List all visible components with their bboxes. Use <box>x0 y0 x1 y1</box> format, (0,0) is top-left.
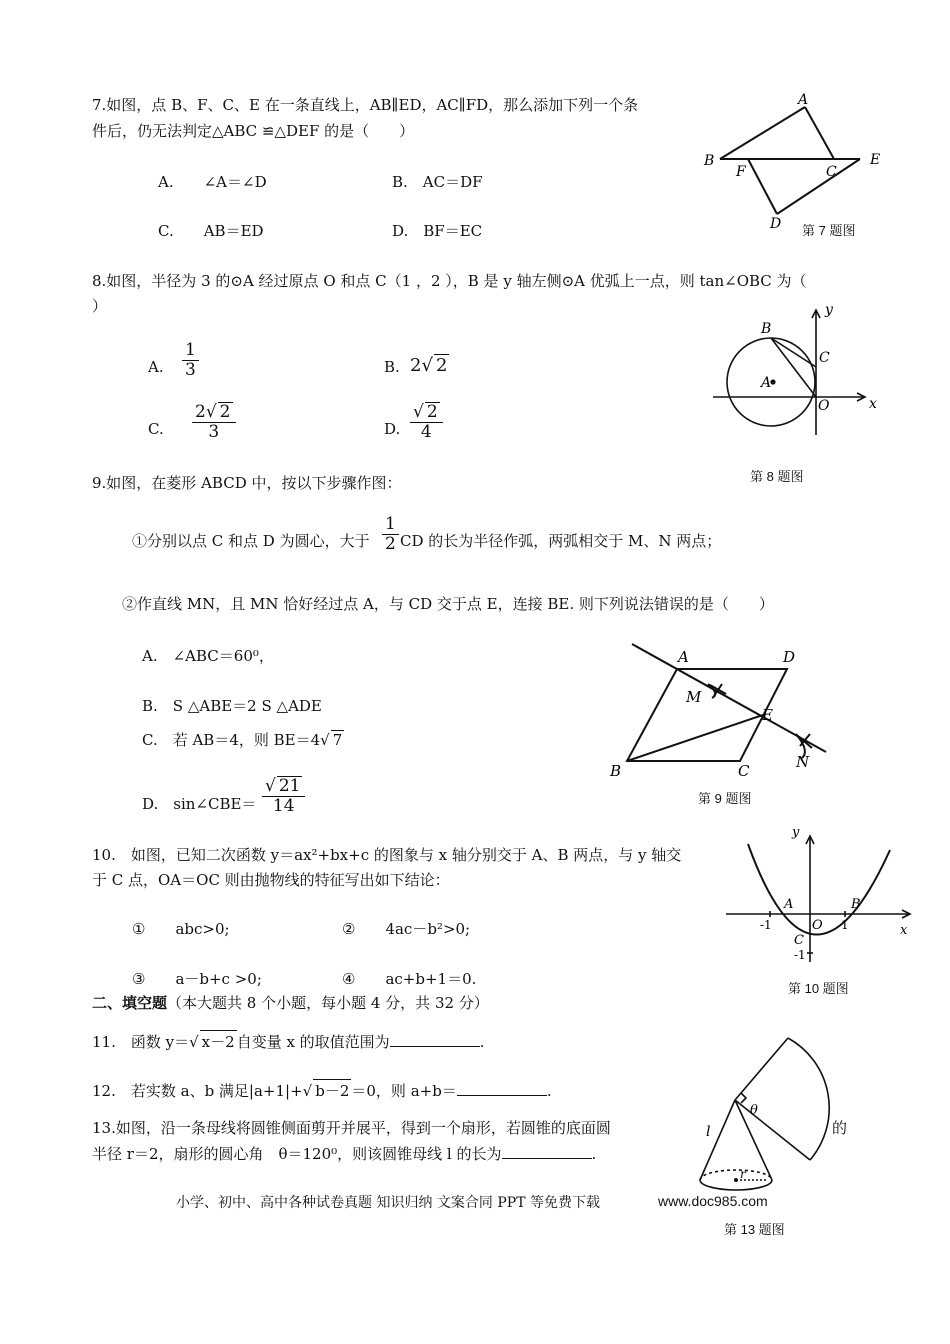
q8-b-rad: 2 <box>435 355 448 376</box>
q11-end: . <box>479 1033 485 1051</box>
q8-option-d-label: D. <box>384 420 401 438</box>
q7-option-a: A. ∠A＝∠D <box>158 173 267 191</box>
q12-end: . <box>546 1082 552 1100</box>
q10-conclusion-1: ① abc>0; <box>132 920 230 938</box>
q8-option-b-label: B. <box>384 358 400 376</box>
q9-option-c: C. 若 AB＝4，则 BE＝4√ 7 <box>142 731 343 749</box>
q8-figure <box>705 300 885 440</box>
q10-line1: 10. 如图，已知二次函数 y＝ax²+bx+c 的图象与 x 轴分别交于 A、B 两点，与 y 轴交 <box>92 846 682 864</box>
q10-label-x: x <box>900 923 908 938</box>
q9-option-d-pre: D. sin∠CBE＝ <box>142 795 257 813</box>
q8-label-o: O <box>818 398 830 414</box>
q9-label-a: A <box>678 648 689 666</box>
q7-caption: 第 7 题图 <box>802 223 856 238</box>
q13-answer-blank[interactable] <box>502 1157 592 1159</box>
q7-label-b: B <box>704 153 715 169</box>
q9-d-rad: 21 <box>278 776 301 796</box>
q11-post: 自变量 x 的取值范围为 <box>236 1033 390 1051</box>
q10-label-1: 1 <box>841 918 849 932</box>
q8-option-c-frac: $\frac{2√ 2}{3}$ <box>192 402 236 441</box>
q8-option-d-frac: $\frac{√ 2}{4}$ <box>410 402 443 441</box>
q12-post: ＝0，则 a+b＝ <box>351 1082 457 1100</box>
q11: 11. 函数 y＝√ x－2 自变量 x 的取值范围为 . <box>92 1030 484 1052</box>
q8-label-y: y <box>825 302 833 318</box>
q13-label-theta: θ <box>750 1103 758 1118</box>
q8-a-num: 1 <box>182 341 199 361</box>
q9-step1-den: 2 <box>385 533 396 554</box>
q13-label-r: r <box>740 1167 746 1181</box>
q8-c-rad: 2 <box>219 402 231 422</box>
q8-a-den: 3 <box>185 359 196 380</box>
q7-label-a: A <box>798 92 809 108</box>
q8-d-den: 4 <box>420 421 432 442</box>
q8-option-c-label: C. <box>148 420 164 438</box>
q10-label-neg1-y: -1 <box>794 948 806 962</box>
q7-option-d: D. BF＝EC <box>392 222 483 240</box>
q10-conclusion-3: ③ a－b+c >0; <box>132 970 262 988</box>
q9-option-b: B. S △ABE＝2 S △ADE <box>142 697 322 715</box>
q8-b-coef: 2 <box>410 355 422 376</box>
q7-option-b: B. AC＝DF <box>392 173 483 191</box>
q8-c-coef: 2 <box>195 402 206 422</box>
q13-line1: 13.如图，沿一条母线将圆锥侧面剪开并展平，得到一个扇形，若圆锥的底面圆 <box>92 1119 611 1137</box>
q7-line2: 件后，仍无法判定△ABC ≌△DEF 的是（ ） <box>92 122 415 140</box>
q13-figure <box>690 1030 840 1210</box>
q8-c-den: 3 <box>208 421 220 442</box>
q7-label-c: C <box>826 164 837 180</box>
q13-caption: 第 13 题图 <box>724 1222 785 1237</box>
q11-rad: x－2 <box>200 1030 237 1052</box>
q10-line2: 于 C 点，OA＝OC 则由抛物线的特征写出如下结论： <box>92 871 450 889</box>
q10-conclusion-4: ④ ac+b+1＝0. <box>342 970 477 988</box>
q8-label-b: B <box>761 321 772 337</box>
q7-figure <box>700 90 900 240</box>
q12: 12. 若实数 a、b 满足|a+1|+√ b－2 ＝0，则 a+b＝ . <box>92 1079 552 1101</box>
q10-label-o: O <box>812 918 823 933</box>
q9-caption: 第 9 题图 <box>698 791 752 806</box>
q8-label-x: x <box>869 396 877 412</box>
q9-step1-pre: ①分别以点 C 和点 D 为圆心，大于 <box>132 532 370 550</box>
q13-label-l: l <box>706 1124 711 1140</box>
q13-line2 <box>92 1143 596 1164</box>
q11-pre: 11. 函数 y＝ <box>92 1033 190 1051</box>
footer-text: 小学、初中、高中各种试卷真题 知识归纳 文案合同 PPT 等免费下载 <box>176 1195 600 1211</box>
q8-option-a-frac <box>182 341 199 379</box>
q10-label-neg1-x: -1 <box>760 918 772 932</box>
q9-step1-post: CD 的长为半径作弧，两弧相交于 M、N 两点； <box>400 532 722 550</box>
q13-line2-end: . <box>591 1145 597 1163</box>
q7-label-f: F <box>736 164 746 180</box>
q8-label-c: C <box>819 350 830 366</box>
q11-answer-blank[interactable] <box>390 1045 480 1047</box>
q9-step1-frac <box>382 515 399 553</box>
q9-label-b: B <box>610 762 622 780</box>
q7-option-c: C. AB＝ED <box>158 222 264 240</box>
q10-label-y: y <box>792 825 800 840</box>
section2-note: （本大题共 8 个小题，每小题 4 分，共 32 分） <box>167 994 489 1012</box>
q7-label-e: E <box>870 152 881 168</box>
q9-step1-num: 1 <box>382 515 399 535</box>
q7-label-d: D <box>770 216 782 232</box>
q9-option-d-frac: $\frac{√ 21}{14}$ <box>262 776 305 815</box>
q8-label-a: A <box>761 375 772 391</box>
q9-d-den: 14 <box>272 795 295 816</box>
q8-caption: 第 8 题图 <box>750 469 804 484</box>
q9-label-e: E <box>762 706 773 724</box>
q12-pre: 12. 若实数 a、b 满足|a+1|+ <box>92 1082 303 1100</box>
q9-figure <box>600 636 840 786</box>
q10-figure <box>720 822 920 972</box>
q9-step2: ②作直线 MN，且 MN 恰好经过点 A，与 CD 交于点 E，连接 BE. 则下列说法错误的是（ ） <box>122 595 774 613</box>
q9-label-c: C <box>738 762 750 780</box>
q10-conclusion-2: ② 4ac－b²>0; <box>342 920 471 938</box>
q9-c-rad: 7 <box>332 731 343 749</box>
q8-d-rad: 2 <box>426 402 438 422</box>
q7-line1: 7.如图，点 B、F、C、E 在一条直线上，AB∥ED，AC∥FD，那么添加下列一个条 <box>92 96 639 114</box>
q10-label-b: B <box>851 897 861 912</box>
section2-title: 二、填空题 <box>92 994 168 1012</box>
q9-c-pre: C. 若 AB＝4，则 BE＝4 <box>142 731 321 749</box>
q8-option-b-value: 2√ 2 <box>410 355 448 376</box>
q13-line1-end: 的 <box>832 1119 848 1137</box>
q10-label-c: C <box>794 933 804 948</box>
q12-answer-blank[interactable] <box>457 1094 547 1096</box>
q10-caption: 第 10 题图 <box>788 981 849 996</box>
q9-label-n: N <box>796 753 810 771</box>
q9-option-a: A. ∠ABC＝60⁰， <box>142 647 274 665</box>
q9-line1: 9.如图，在菱形 ABCD 中，按以下步骤作图： <box>92 474 402 492</box>
section2-heading <box>92 992 489 1013</box>
q10-label-a: A <box>784 897 794 912</box>
q8-option-a-label: A. <box>148 358 164 376</box>
q8-line1: 8.如图，半径为 3 的⊙A 经过原点 O 和点 C（1 ，2 ），B 是 y 轴左侧⊙A 优弧上一点，则 tan∠OBC 为（ <box>92 272 807 290</box>
q13-line2-text: 半径 r＝2，扇形的圆心角 θ＝120⁰，则该圆锥母线 l 的长为 <box>92 1145 502 1163</box>
q12-rad: b－2 <box>313 1079 351 1101</box>
footer-url[interactable]: www.doc985.com <box>658 1193 768 1209</box>
q9-label-d: D <box>783 648 796 666</box>
q8-line2: ） <box>92 297 108 315</box>
q9-label-m: M <box>686 688 702 706</box>
